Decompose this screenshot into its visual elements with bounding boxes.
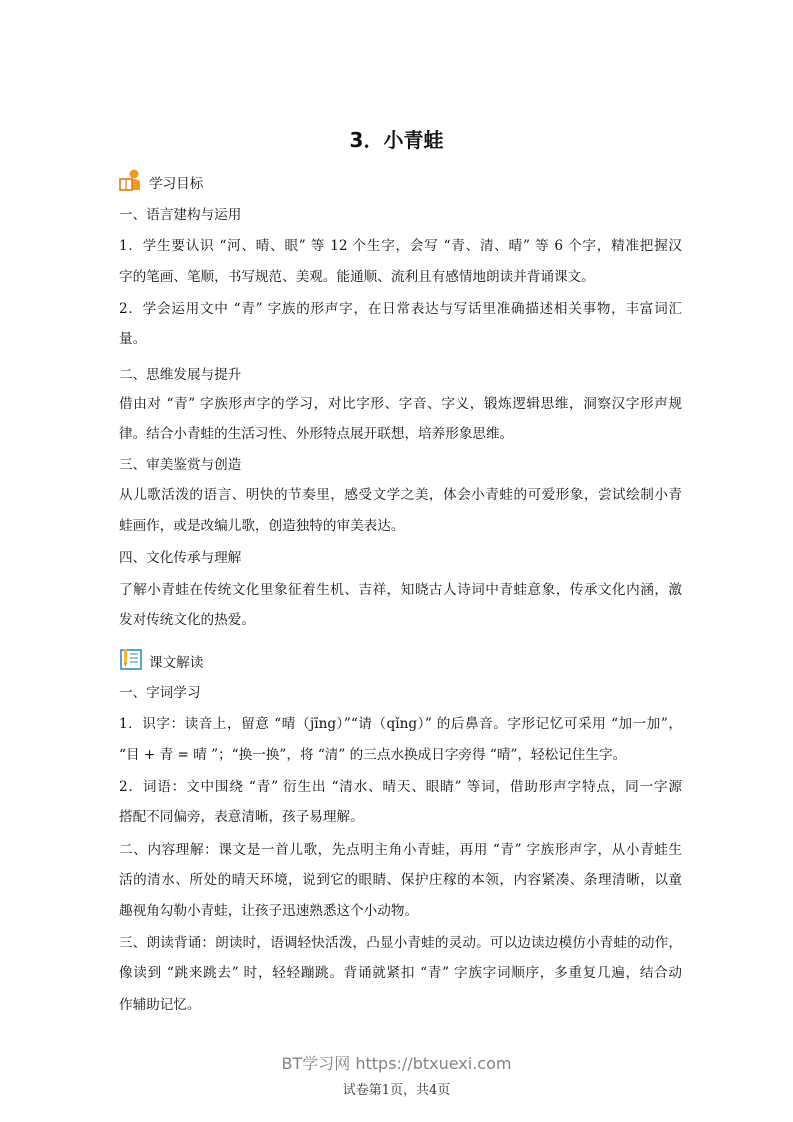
section-heading-label: 学习目标 bbox=[149, 176, 204, 192]
text-line: “目 + 青 = 晴 ”；“换一换”，将 “清” 的三点水换成日字旁得 “晴”，轻松记住生字。 bbox=[119, 747, 627, 763]
reading-person-icon bbox=[119, 168, 143, 196]
text-line: 一、字词学习 bbox=[119, 685, 201, 701]
text-line: 2．学会运用文中 “青” 字族的形声字，在日常表达与写话里准确描述相关事物，丰富词汇 bbox=[119, 301, 682, 317]
watermark: BT学习网 https://btxuexi.com bbox=[281, 1054, 512, 1073]
text-line: 像读到 “跳来跳去” 时，轻轻蹦跳。背诵就紧扣 “青” 字族字词顺序，多重复几遍，结合动 bbox=[119, 965, 682, 981]
text-line: 蛙画作，或是改编儿歌，创造独特的审美表达。 bbox=[119, 518, 405, 534]
text-line: 趣视角勾勒小青蛙，让孩子迅速熟悉这个小动物。 bbox=[119, 903, 419, 919]
notebook-pencil-icon bbox=[119, 647, 143, 675]
text-line: 二、内容理解：课文是一首儿歌，先点明主角小青蛙，再用 “青” 字族形声字，从小青蛙生 bbox=[119, 842, 682, 858]
text-line: 律。结合小青蛙的生活习性、外形特点展开联想，培养形象思维。 bbox=[119, 426, 514, 442]
text-line: 一、语言建构与运用 bbox=[119, 207, 242, 223]
text-line: 三、审美鉴赏与创造 bbox=[119, 457, 242, 473]
section-heading bbox=[119, 647, 203, 675]
section-heading-label: 课文解读 bbox=[149, 655, 204, 671]
text-line: 发对传统文化的热爱。 bbox=[119, 612, 255, 628]
text-line: 作辅助记忆。 bbox=[119, 997, 201, 1013]
text-line: 四、文化传承与理解 bbox=[119, 550, 242, 566]
text-line: 借由对 “青” 字族形声字的学习，对比字形、字音、字义，锻炼逻辑思维，洞察汉字形声规 bbox=[119, 396, 682, 412]
section-heading bbox=[119, 168, 203, 196]
text-line: 字的笔画、笔顺，书写规范、美观。能通顺、流利且有感情地朗读并背诵课文。 bbox=[119, 269, 595, 285]
page-title: 3．小青蛙 bbox=[349, 128, 444, 152]
text-line: 了解小青蛙在传统文化里象征着生机、吉祥，知晓古人诗词中青蛙意象，传承文化内涵，激 bbox=[119, 582, 682, 598]
page-footer: 试卷第1页，共4页 bbox=[342, 1083, 451, 1098]
text-line: 二、思维发展与提升 bbox=[119, 367, 242, 383]
text-line: 量。 bbox=[119, 331, 147, 347]
text-line: 2．词语：文中围绕 “青” 衍生出 “清水、晴天、眼睛” 等词，借助形声字特点，同一字源 bbox=[119, 779, 682, 795]
text-line: 从儿歌活泼的语言、明快的节奏里，感受文学之美，体会小青蛙的可爱形象，尝试绘制小青 bbox=[119, 487, 682, 503]
text-line: 1．识字：读音上，留意 “晴（jīng）”“请（qǐng）” 的后鼻音。字形记忆可采用 “加一加”， bbox=[119, 716, 682, 732]
text-line: 活的清水、所处的晴天环境，说到它的眼睛、保护庄稼的本领，内容紧凑、条理清晰，以童 bbox=[119, 872, 682, 888]
text-line: 搭配不同偏旁，表意清晰，孩子易理解。 bbox=[119, 809, 364, 825]
text-line: 1．学生要认识 “河、晴、眼” 等 12 个生字，会写 “青、清、晴” 等 6 个字，精准把握汉 bbox=[119, 238, 682, 254]
text-line: 三、朗读背诵：朗读时，语调轻快活泼，凸显小青蛙的灵动。可以边读边模仿小青蛙的动作， bbox=[119, 935, 682, 951]
